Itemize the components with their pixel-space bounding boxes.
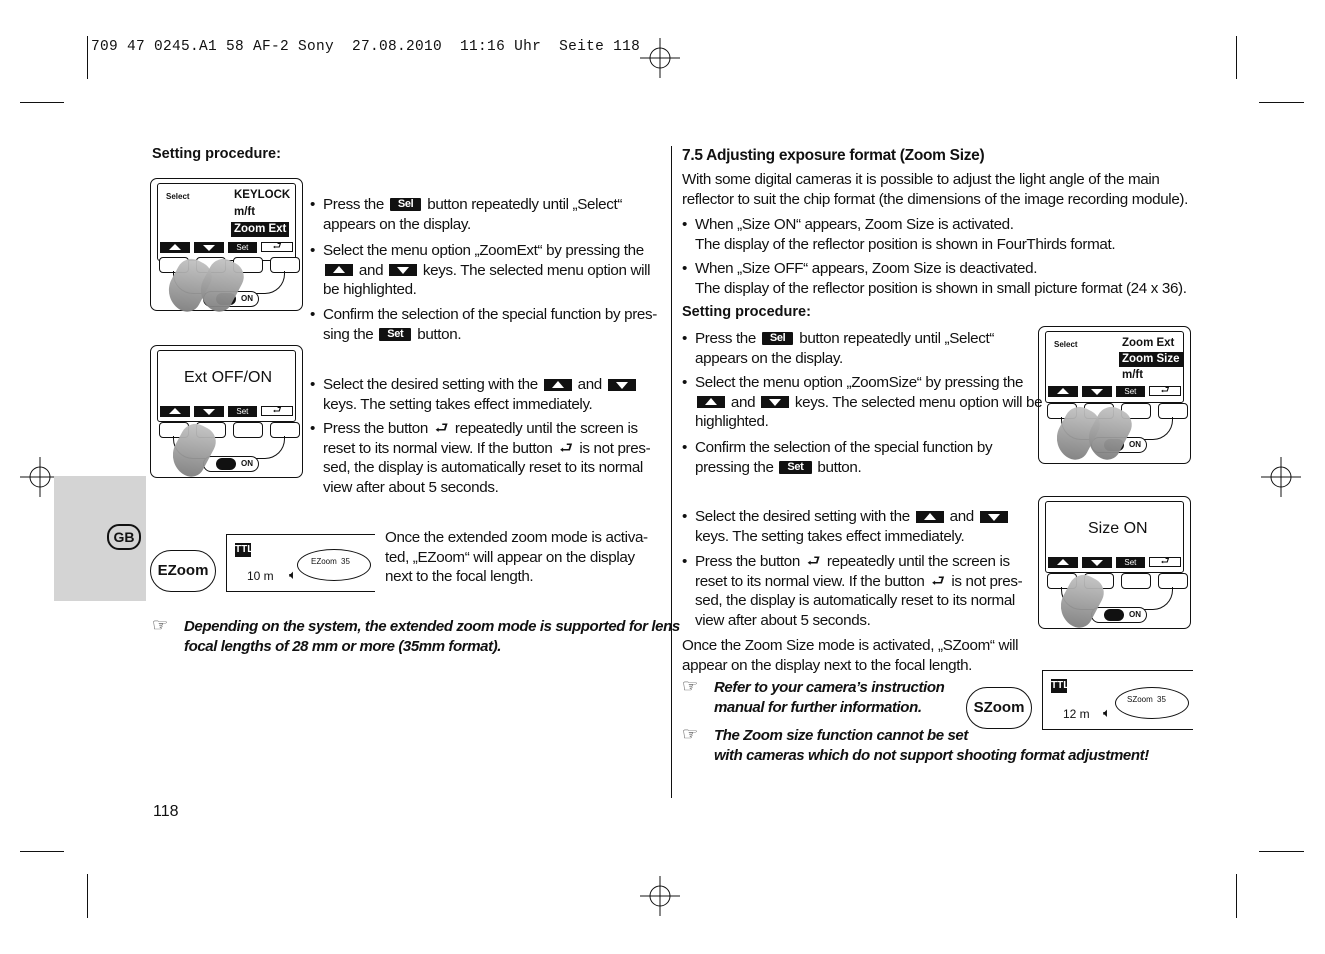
bullet-press-return: • Press the button ⮐ repeatedly until the screen is reset to its normal view. If the button ⮐ is not pres-sed, the display is automatically reset to its normal view after about 5 seconds. [310,419,668,497]
remote-device-size-on [1038,496,1191,629]
ezoom-badge: EZoom [150,550,216,592]
ttl-icon: TTL [235,544,254,555]
bullet-select-setting: • Select the desired setting with the and keys. The setting takes effect immediately. [310,375,668,414]
bullet-confirm-set: • Confirm the selection of the special function by pressing the Set button. [682,438,1045,477]
return-key-icon: ⮐ [1149,386,1181,396]
remote-device-ext [150,345,303,478]
lcd-item-keylock: KEYLOCK [234,189,291,201]
down-arrow-key-icon [389,264,417,276]
print-header: 709 47 0245.A1 58 AF-2 Sony 27.08.2010 11:16 Uhr Seite 118 [91,39,641,55]
lcd-select-label: Select [1054,340,1078,349]
lcd-size-display: Size ON [1088,520,1148,537]
bullet-select-zoomext: • Select the menu option „ZoomExt“ by pressing the and keys. The selected menu option will be highlighted. [310,241,668,300]
up-arrow-key-icon [916,511,944,523]
up-arrow-key-icon [160,242,190,253]
distance-readout: 10 m [247,569,274,583]
note-camera-manual: ☞ Refer to your camera’s instruction manual for further information. [682,676,945,716]
lcd-item-zoom-ext: Zoom Ext [231,222,289,237]
szoom-text: Once the Zoom Size mode is activated, „SZoom“ will appear on the display next to the focal length. [682,637,1019,674]
down-arrow-key-icon [761,396,789,408]
bullet-press-sel: • Press the Sel button repeatedly until „Select“ appears on the display. [310,195,668,234]
lcd-select-label: Select [166,192,190,201]
return-key-icon: ⮐ [559,439,573,457]
speaker-icon: 🔈︎ [1103,705,1111,720]
note-ezoom-lens: ☞ Depending on the system, the extended zoom mode is supported for lens focal lengths of 28 mm or more (35mm format). [152,615,680,655]
return-key-icon: ⮐ [434,420,449,438]
set-softkey: Set [1116,386,1146,397]
return-key-icon: ⮐ [931,572,945,590]
on-switch[interactable]: ON [1091,437,1147,453]
set-key-icon: Set [779,461,811,474]
down-arrow-key-icon [1082,557,1112,568]
flash-display-szoom [1042,670,1193,730]
lcd-ext-display: Ext OFF/ON [184,369,272,386]
extended-zoom-text: Once the extended zoom mode is activa-ted, „EZoom“ will appear on the display next to the focal length. [385,529,648,585]
up-arrow-key-icon [325,264,353,276]
return-key-icon: ⮐ [806,553,821,571]
bullet-confirm-set: • Confirm the selection of the special function by pres-sing the Set button. [310,305,668,344]
flash-display-ezoom [226,534,375,592]
setting-procedure-heading: Setting procedure: [152,146,281,162]
up-arrow-key-icon [544,379,572,391]
registration-mark-icon [640,38,680,78]
bullet-press-return: • Press the button ⮐ repeatedly until the screen is reset to its normal view. If the button ⮐ is not pres-sed, the display is automatically reset to its normal view after about 5 seconds. [682,552,1045,630]
section-heading: 7.5 Adjusting exposure format (Zoom Size) [682,147,985,164]
bullet-select-zoomsize: • Select the menu option „ZoomSize“ by pressing the and keys. The selected menu option will be highlighted. [682,373,1045,432]
language-badge: GB [107,524,141,550]
page-number: 118 [153,803,179,820]
focal-length-label: 35 [341,557,350,566]
lcd-item-zoom-size: Zoom Size [1119,352,1183,367]
down-arrow-key-icon [608,379,636,391]
hand-pointer-icon: ☞ [152,615,168,635]
ttl-icon: TTL [1051,680,1070,691]
hand-pointer-icon: ☞ [682,676,698,696]
note-zoom-size-unsupported: ☞ The Zoom size function cannot be set with cameras which do not support shooting format adjustment! [682,724,1149,764]
hand-pointer-icon: ☞ [682,724,698,744]
bullet-size-off: • When „Size OFF“ appears, Zoom Size is deactivated. The display of the reflector position is shown in small picture format (24 x 36). [682,259,1215,298]
return-key-icon: ⮐ [1149,557,1181,567]
remote-device-select-zoomsize [1038,326,1191,464]
set-softkey: Set [228,242,258,253]
zoom-mode-label: SZoom [1127,695,1153,704]
up-arrow-key-icon [1048,557,1078,568]
sel-key-icon: Sel [390,198,421,211]
lcd-item-zoom-ext: Zoom Ext [1122,337,1175,349]
down-arrow-key-icon [194,242,224,253]
registration-mark-icon [1261,457,1301,497]
bullet-size-on: • When „Size ON“ appears, Zoom Size is activated. The display of the reflector position is shown in FourThirds format. [682,215,1215,254]
bullet-press-sel: • Press the Sel button repeatedly until „Select“ appears on the display. [682,329,1045,368]
down-arrow-key-icon [1082,386,1112,397]
sel-key-icon: Sel [762,332,793,345]
bullet-select-setting: • Select the desired setting with the and keys. The setting takes effect immediately. [682,507,1045,546]
remote-device-select [150,178,303,311]
speaker-icon: 🔈︎ [289,567,297,582]
set-softkey: Set [1116,557,1146,568]
up-arrow-key-icon [1048,386,1078,397]
szoom-badge: SZoom [966,687,1032,729]
distance-readout: 12 m [1063,707,1090,721]
intro-text: With some digital cameras it is possible to adjust the light angle of the main reflector to suit the chip format (the dimensions of the image recording module). [682,171,1189,208]
lcd-item-mft: m/ft [234,206,256,218]
registration-mark-icon [640,876,680,916]
on-switch[interactable]: ON [1091,607,1147,623]
set-key-icon: Set [379,328,411,341]
return-key-icon: ⮐ [261,406,293,416]
lcd-item-mft: m/ft [1122,369,1144,381]
up-arrow-key-icon [697,396,725,408]
on-switch[interactable]: ON [203,456,259,472]
on-switch[interactable]: ON [203,291,259,307]
column-divider [671,146,672,798]
setting-procedure-heading: Setting procedure: [682,304,811,320]
focal-length-label: 35 [1157,695,1166,704]
zoom-mode-label: EZoom [311,557,337,566]
down-arrow-key-icon [194,406,224,417]
set-softkey: Set [228,406,258,417]
return-key-icon: ⮐ [261,242,293,252]
up-arrow-key-icon [160,406,190,417]
down-arrow-key-icon [980,511,1008,523]
